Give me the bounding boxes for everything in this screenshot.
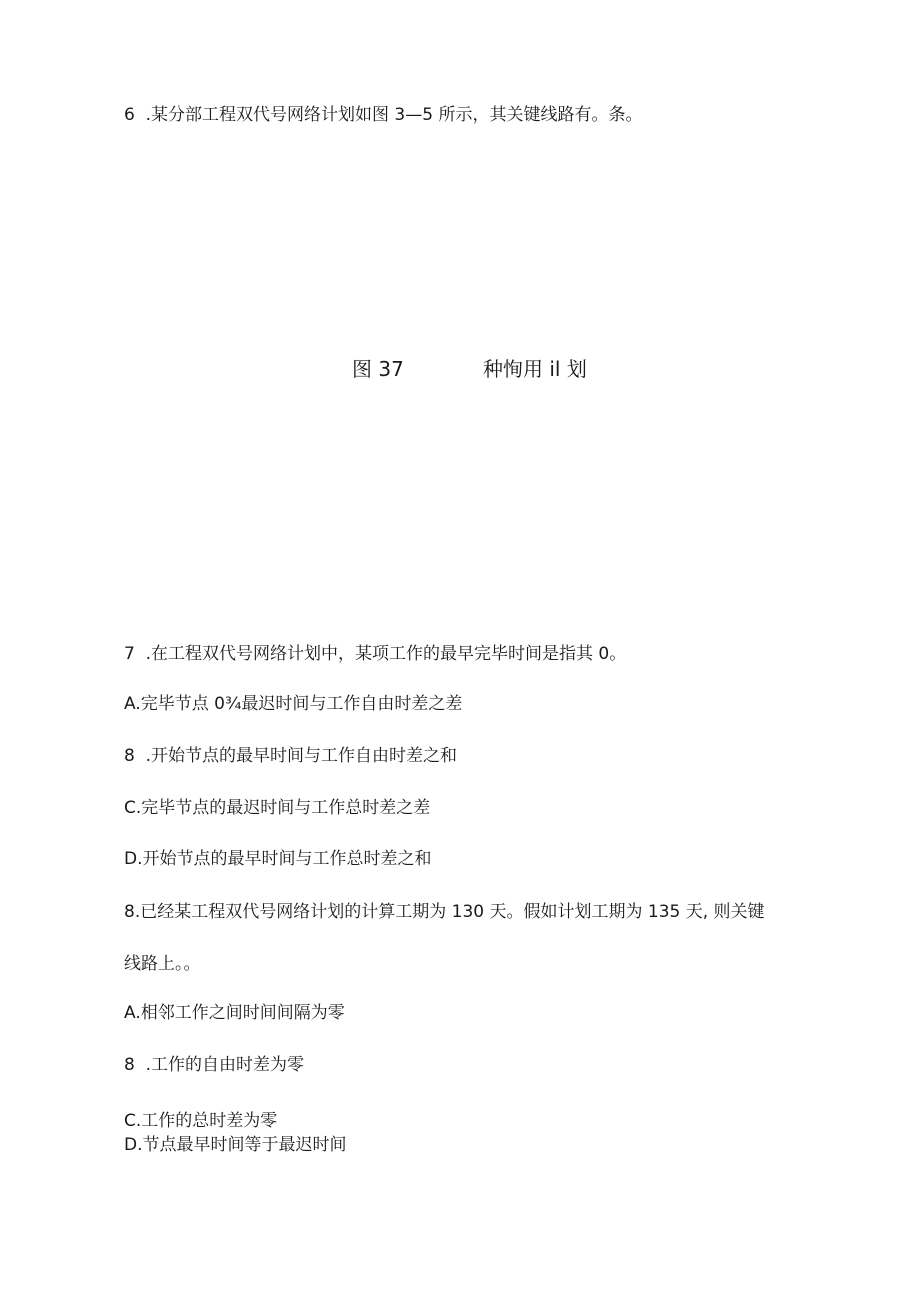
figure-3-7-area — [124, 150, 804, 590]
question-7-option-d: D.开始节点的最早时间与工作总时差之和 — [124, 849, 432, 869]
figure-caption-title: 种恂用 il 划 — [483, 357, 587, 381]
question-7-option-c: C.完毕节点的最迟时间与工作总时差之差 — [124, 798, 431, 818]
question-8-option-c: C.工作的总时差为零 — [124, 1111, 278, 1131]
question-7-stem: 7 .在工程双代号网络计划中，某项工作的最早完毕时间是指其 0。 — [124, 644, 627, 664]
figure-caption-number: 图 37 — [352, 357, 404, 381]
question-8-option-b: 8 .工作的自由时差为零 — [124, 1055, 305, 1075]
question-8-option-a: A.相邻工作之间时间间隔为零 — [124, 1003, 345, 1023]
question-6-text: 6 .某分部工程双代号网络计划如图 3—5 所示，其关键线路有。条。 — [124, 105, 643, 125]
question-8-stem-line-1: 8.已经某工程双代号网络计划的计算工期为 130 天。假如计划工期为 135 天, 则关键 — [124, 902, 765, 922]
question-8-option-d: D.节点最早时间等于最迟时间 — [124, 1135, 347, 1155]
question-8-stem-line-2: 线路上。。 — [124, 954, 201, 974]
question-7-option-b: 8 .开始节点的最早时间与工作自由时差之和 — [124, 746, 458, 766]
question-7-option-a: A.完毕节点 0¾最迟时间与工作自由时差之差 — [124, 694, 463, 714]
